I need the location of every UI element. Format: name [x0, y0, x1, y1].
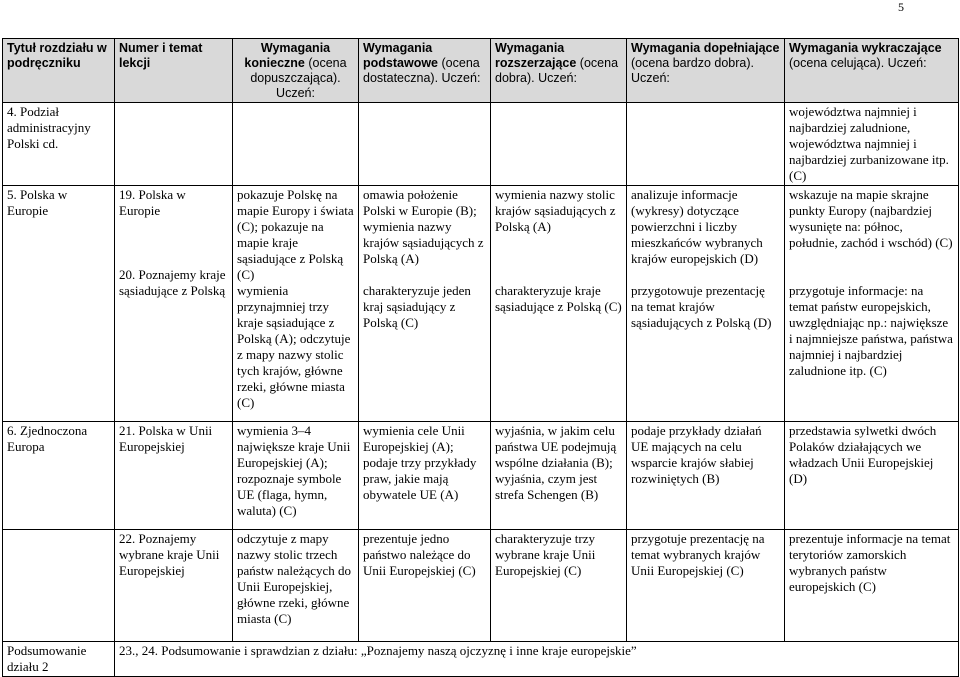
complementary-cell: [627, 103, 785, 186]
chapter-cell: 4. Podział administracyjny Polski cd.: [3, 103, 115, 186]
table-row: [3, 186, 959, 422]
required-text-a: pokazuje Polskę na mapie Europy i świata (C); pokazuje na mapie kraje sąsiadujące z Polską (C): [237, 187, 354, 282]
required-cell: [233, 103, 359, 186]
exceeding-cell: województwa najmniej i najbardziej zaludnione, województwa najmniej i najbardziej zurbanizowane itp. (C): [785, 103, 959, 186]
chapter-cell: [3, 530, 115, 642]
header-extended-bold: Wymagania rozszerzające: [495, 41, 577, 70]
lesson-cell: 22. Poznajemy wybrane kraje Unii Europejskiej: [115, 530, 233, 642]
header-exceeding: [785, 39, 959, 103]
summary-row: [3, 642, 959, 677]
table-row: [3, 103, 959, 186]
exceeding-cell: [785, 186, 959, 422]
header-basic: [359, 39, 491, 103]
chapter-cell: 6. Zjednoczona Europa: [3, 422, 115, 530]
complementary-text-b: przygotowuje prezentację na temat krajów sąsiadujących z Polską (D): [631, 283, 772, 330]
basic-cell: prezentuje jedno państwo należące do Unii Europejskiej (C): [359, 530, 491, 642]
header-lesson-topic: Numer i temat lekcji: [115, 39, 233, 103]
curriculum-table: [2, 38, 959, 677]
complementary-cell: podaje przykłady działań UE mających na celu wsparcie krajów słabiej rozwiniętych (B): [627, 422, 785, 530]
header-complementary: [627, 39, 785, 103]
basic-cell: wymienia cele Unii Europejskiej (A); podaje trzy przykłady praw, jakie mają obywatele UE (A): [359, 422, 491, 530]
header-extended-grade: (ocena dobra). Uczeń:: [495, 56, 619, 85]
header-extended: [491, 39, 627, 103]
extended-cell: [491, 103, 627, 186]
lesson-cell: [115, 103, 233, 186]
header-basic-grade: (ocena dostateczna). Uczeń:: [363, 56, 481, 85]
extended-cell: charakteryzuje trzy wybrane kraje Unii Europejskiej (C): [491, 530, 627, 642]
header-basic-bold: Wymagania podstawowe: [363, 41, 439, 70]
header-exceeding-grade: (ocena celująca). Uczeń:: [789, 56, 927, 70]
lesson-20: 20. Poznajemy kraje sąsiadujące z Polską: [119, 267, 226, 298]
header-chapter-title: Tytuł rozdziału w podręczniku: [3, 39, 115, 103]
complementary-text-a: analizuje informacje (wykresy) dotyczące powierzchni i liczby mieszkańców wybranych krajów europejskich (D): [631, 187, 763, 266]
extended-cell: [491, 186, 627, 422]
header-row: [3, 39, 959, 103]
header-exceeding-bold: Wymagania wykraczające: [789, 41, 942, 55]
lesson-cell: 21. Polska w Unii Europejskiej: [115, 422, 233, 530]
header-required-grade: (ocena dopuszczająca). Uczeń:: [250, 56, 347, 100]
exceeding-cell: przedstawia sylwetki dwóch Polaków działających we władzach Unii Europejskiej (D): [785, 422, 959, 530]
exceeding-cell: prezentuje informacje na temat terytoriów zamorskich wybranych państw europejskich (C): [785, 530, 959, 642]
required-text-b: wymienia przynajmniej trzy kraje sąsiadujące z Polską (A); odczytuje z mapy nazwy stolic tych krajów, główne rzeki, główne miasta (C): [237, 283, 351, 410]
header-required: [233, 39, 359, 103]
complementary-cell: [627, 186, 785, 422]
summary-cell: 23., 24. Podsumowanie i sprawdzian z działu: „Poznajemy naszą ojczyznę i inne kraje europejskie”: [115, 642, 959, 677]
required-cell: [233, 186, 359, 422]
lesson-19: 19. Polska w Europie: [119, 187, 186, 218]
chapter-cell: Podsumowanie działu 2: [3, 642, 115, 677]
exceeding-text-a: wskazuje na mapie skrajne punkty Europy (najbardziej wysunięte na: północ, południe, zachód i wschód) (C): [789, 187, 953, 250]
lesson-cell: [115, 186, 233, 422]
table-row: [3, 530, 959, 642]
extended-text-a: wymienia nazwy stolic krajów sąsiadujących z Polską (A): [495, 187, 616, 234]
table-row: [3, 422, 959, 530]
required-cell: wymienia 3–4 największe kraje Unii Europejskiej (A); rozpoznaje symbole UE (flaga, hymn, waluta) (C): [233, 422, 359, 530]
chapter-cell: 5. Polska w Europie: [3, 186, 115, 422]
basic-cell: [359, 186, 491, 422]
extended-text-b: charakteryzuje kraje sąsiadujące z Polską (C): [495, 283, 622, 314]
complementary-cell: przygotuje prezentację na temat wybranych krajów Unii Europejskiej (C): [627, 530, 785, 642]
header-required-bold: Wymagania konieczne: [244, 41, 331, 70]
header-complementary-bold: Wymagania dopełniające: [631, 41, 780, 55]
header-complementary-grade: (ocena bardzo dobra). Uczeń:: [631, 56, 754, 85]
extended-cell: wyjaśnia, w jakim celu państwa UE podejmują wspólne działania (B); wyjaśnia, czym jest strefa Schengen (B): [491, 422, 627, 530]
exceeding-text-b: przygotuje informacje: na temat państw europejskich, uwzględniając np.: największe i najmniejsze państwa, państwa najmniej i najbardziej zaludnione itp. (C): [789, 283, 953, 378]
required-cell: odczytuje z mapy nazwy stolic trzech państw należących do Unii Europejskiej, główne rzeki, główne miasta (C): [233, 530, 359, 642]
basic-text-b: charakteryzuje jeden kraj sąsiadujący z Polską (C): [363, 283, 471, 330]
page-number: 5: [898, 0, 904, 14]
basic-text-a: omawia położenie Polski w Europie (B); wymienia nazwy krajów sąsiadujących z Polską (A): [363, 187, 484, 266]
basic-cell: [359, 103, 491, 186]
